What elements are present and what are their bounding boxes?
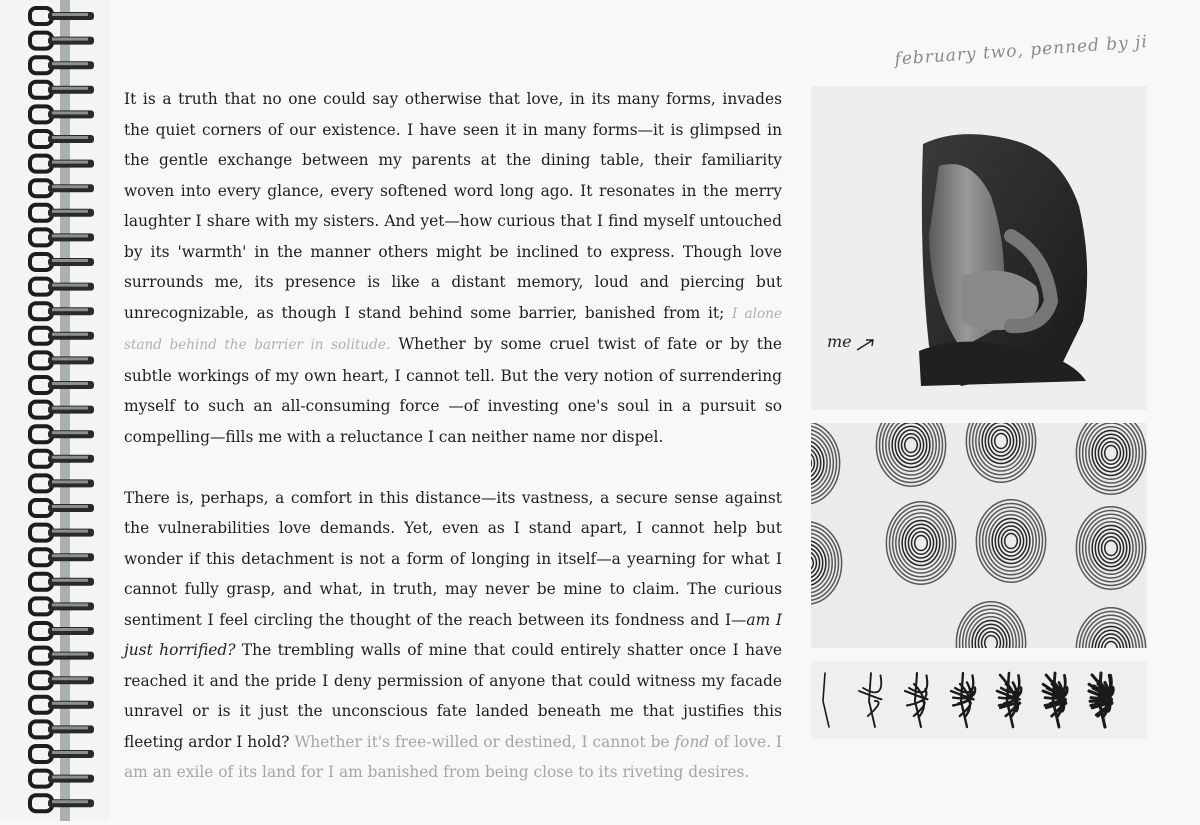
page-date-header: february two, penned by ji	[894, 32, 1149, 70]
fingerprint	[886, 502, 955, 585]
paragraph-2-middle: The trembling walls of mine that could entirely shatter once I have reached it and the pride I deny permission of anyone that could witness my facade unravel or is it just the unconscious fate landed beneath me that justifies this fleeting ardor I hold?	[124, 641, 782, 751]
paragraph-2-main: There is, perhaps, a comfort in this distance—its vastness, a secure sense against the vulnerabilities love demands. Yet, even as I stand apart, I cannot help but wonder if this detachment is not a form of longing in itself—a yearning for what I cannot fully grasp, and what, in truth, may never be mine to claim. The curious sentiment I feel circling the thought of the reach between its fondness and I—	[124, 489, 782, 629]
crouching-figure-photo	[811, 86, 1147, 410]
scribble-figure	[951, 673, 975, 727]
crouching-figure-image	[811, 86, 1147, 410]
scribble-figure	[1089, 673, 1113, 727]
scribbles-photo	[811, 661, 1147, 739]
scribble-figure	[823, 673, 829, 727]
arrow-icon	[855, 336, 877, 352]
paragraph-1-aside: I alone stand behind the barrier in solitude.	[124, 306, 782, 354]
scribble-figure	[905, 673, 928, 727]
faded-em: fond	[674, 733, 709, 751]
scribble-figure	[1043, 673, 1067, 727]
fingerprints-image	[811, 423, 1147, 648]
spiral-binding	[0, 0, 110, 821]
fingerprint	[966, 423, 1035, 482]
fingerprint	[1076, 507, 1145, 590]
paragraph-1-main: It is a truth that no one could say otherwise that love, in its many forms, invades the quiet corners of our existence. I have seen it in many forms—it is glimpsed in the gentle exchange between my parents at the dining table, their familiarity woven into every glance, every softened word long ago. It resonates in the merry laughter I share with my sisters. And yet—how curious that I find myself untouched by its 'warmth' in the manner others might be inclined to express. Though love surrounds me, its presence is like a distant memory, loud and piercing but unrecognizable, as though I stand behind some barrier, banished from it;	[124, 90, 782, 322]
faded-end: of love. I am an exile of its land for I am banished from being close to its riveting desires.	[124, 733, 782, 782]
faded-start: Whether it's free-willed or destined, I cannot be	[294, 733, 674, 751]
fingerprint	[811, 423, 840, 504]
paragraph-1-rest: Whether by some cruel twist of fate or by the subtle workings of my own heart, I cannot tell. But the very notion of surrendering myself to such an all-consuming force —of investing one's soul in a pursuit so compelling—fills me with a reluctance I can neither name nor dispel.	[124, 335, 782, 446]
fingerprint	[976, 500, 1045, 583]
scribble-figure	[997, 673, 1021, 727]
fingerprint	[811, 522, 842, 605]
paragraph-1	[124, 84, 782, 452]
fingerprint	[1076, 423, 1145, 494]
spiral-coils	[0, 0, 110, 821]
scribble-figures-image	[811, 661, 1147, 739]
fingerprint	[876, 423, 945, 486]
figure-label: me	[827, 332, 852, 351]
paragraph-2-emphasis: am I just horrified?	[124, 611, 782, 660]
paragraph-2	[124, 483, 782, 788]
fingerprint	[956, 602, 1025, 648]
fingerprints-photo	[811, 423, 1147, 648]
journal-text	[124, 84, 782, 788]
scribble-figure	[859, 673, 882, 727]
fingerprint	[1076, 608, 1145, 648]
